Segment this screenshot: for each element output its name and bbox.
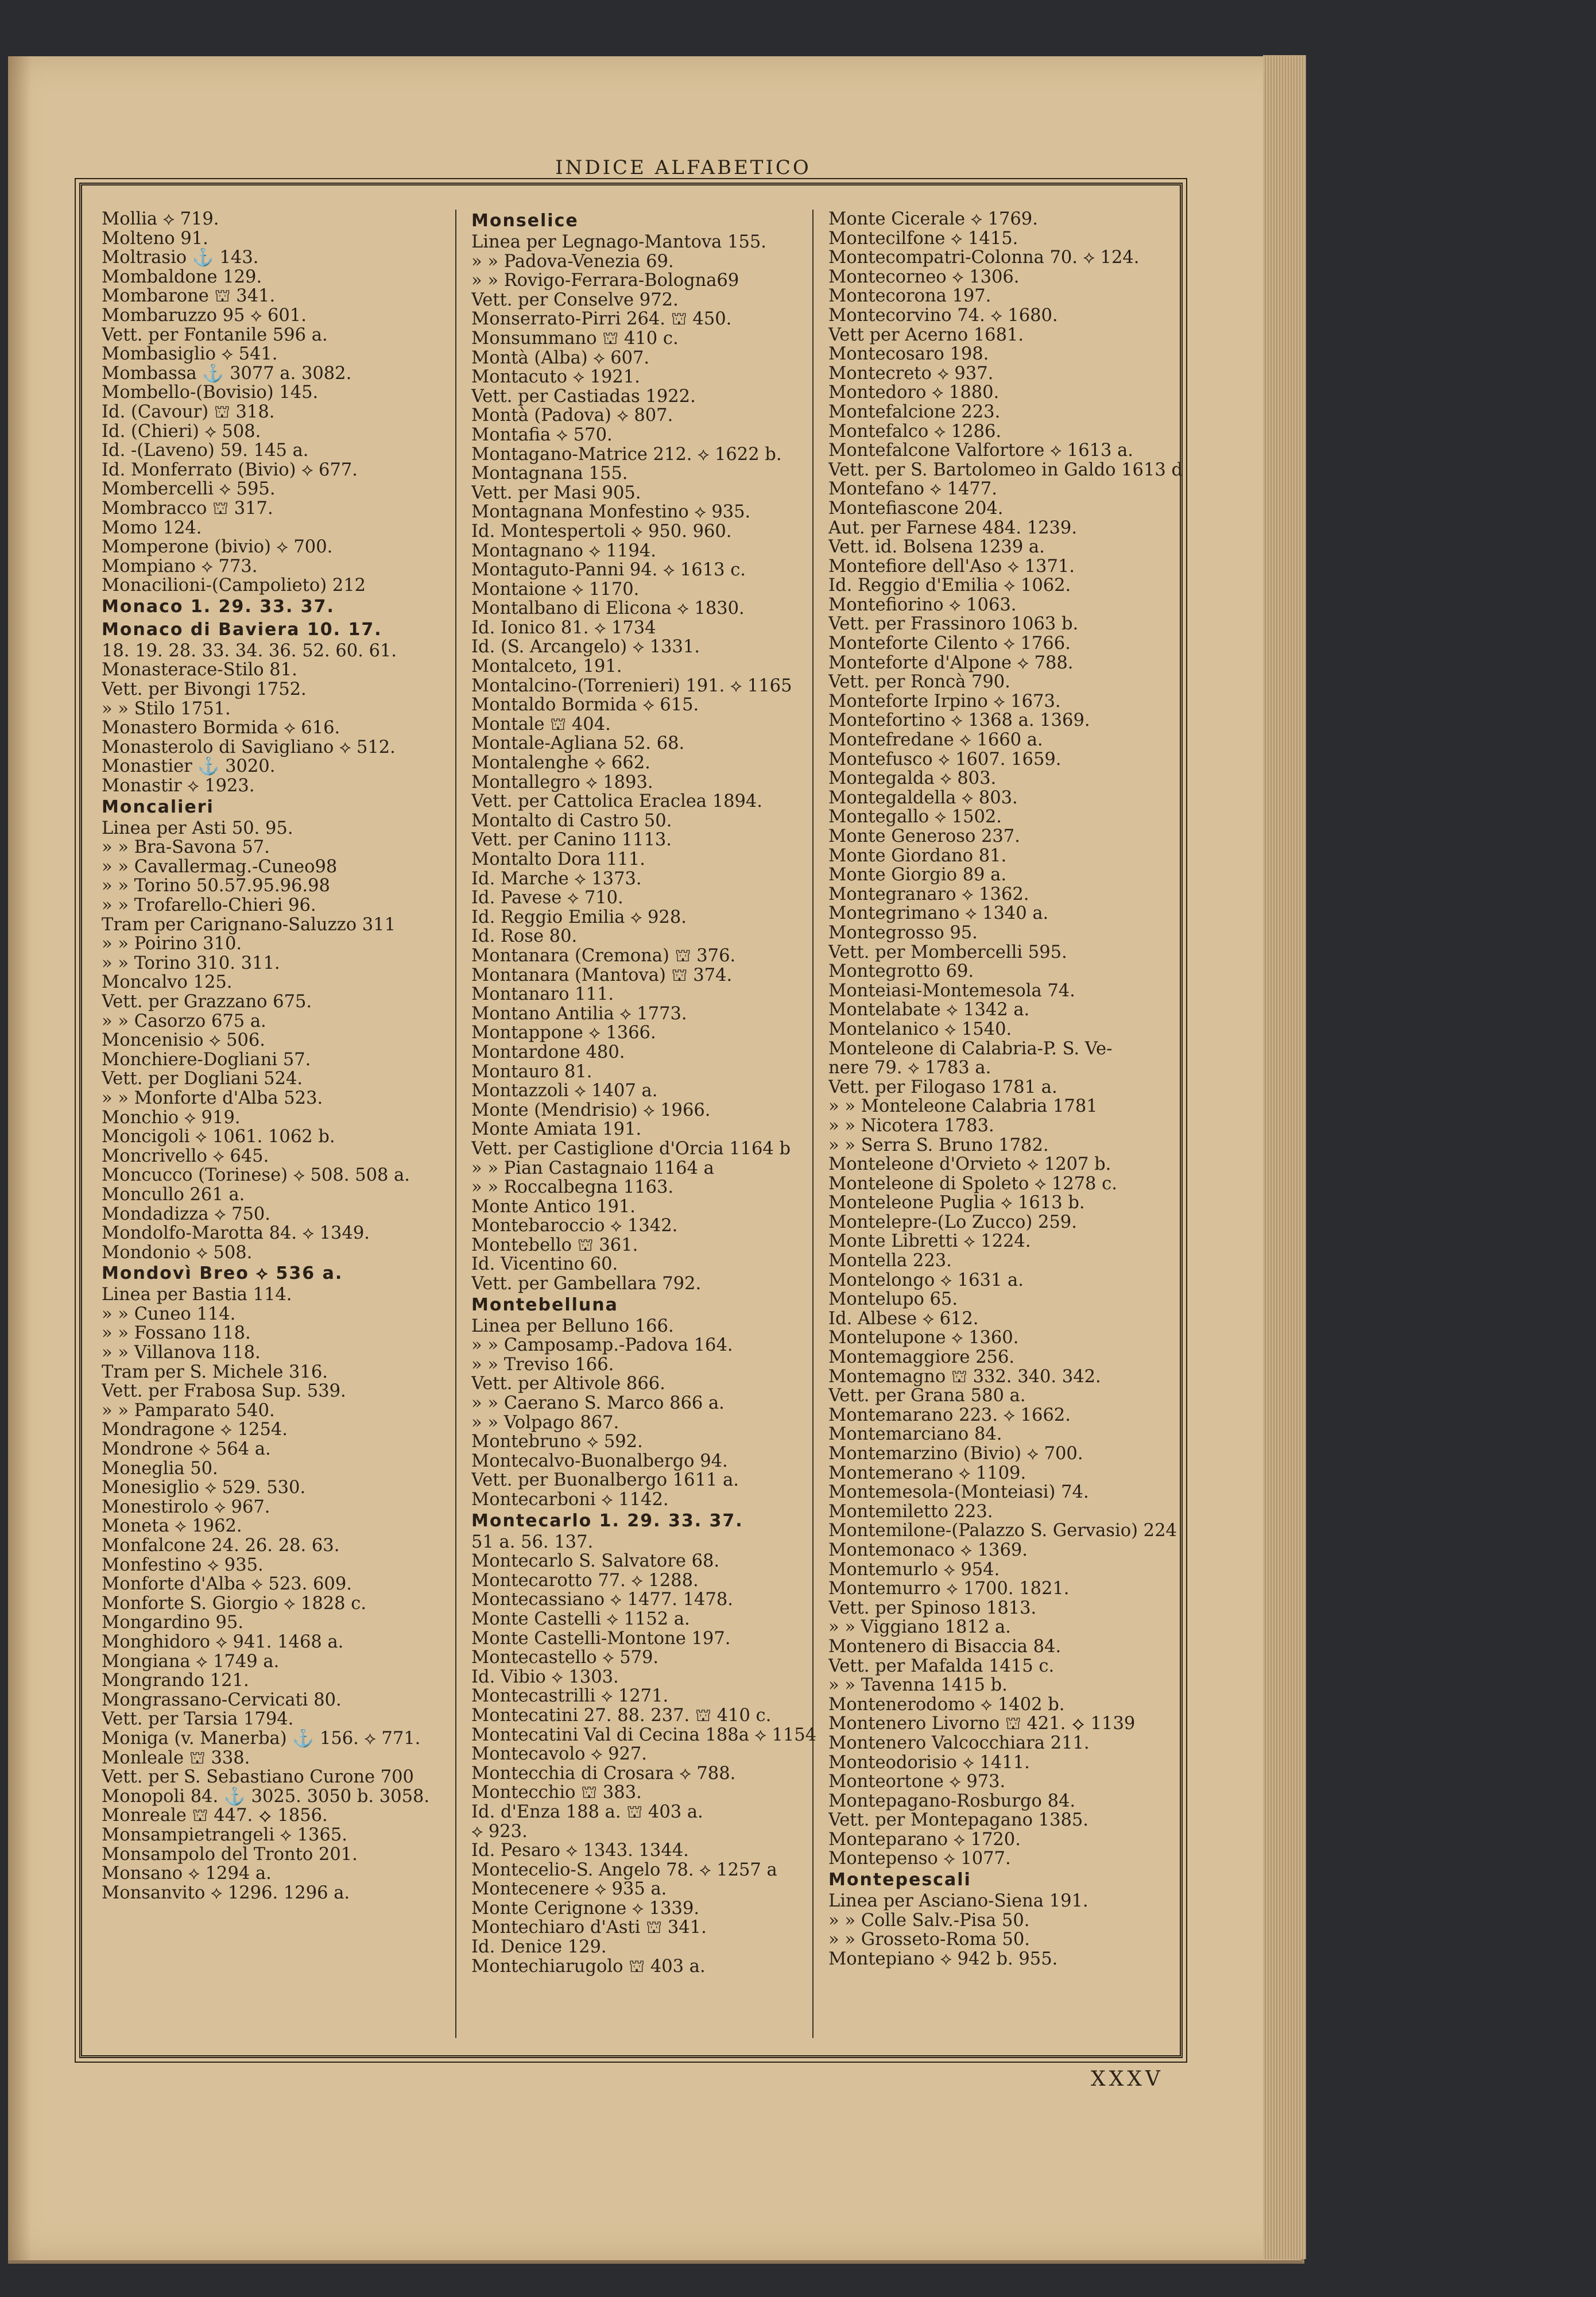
index-entry: Linea per Asti 50. 95. (102, 818, 293, 838)
index-entry: Montegrosso 95. (828, 923, 978, 943)
index-entry: Id. Ionico 81. ⟡ 1734 (471, 618, 656, 638)
index-entry: Monteforte Irpino ⟡ 1673. (828, 691, 1061, 711)
index-entry: » » Stilo 1751. (102, 699, 231, 719)
index-entry: Montefortino ⟡ 1368 a. 1369. (828, 711, 1090, 731)
index-column-1 (102, 210, 475, 2038)
index-entry: Mongrassano-Cervicati 80. (102, 1690, 342, 1710)
index-entry: Monte Cerignone ⟡ 1339. (471, 1898, 700, 1919)
index-entry: Montenero di Bisaccia 84. (828, 1637, 1062, 1657)
index-entry: Monteforte d'Alpone ⟡ 788. (828, 653, 1074, 673)
index-entry: Montella 223. (828, 1251, 952, 1271)
index-entry: Montedoro ⟡ 1880. (828, 383, 1000, 403)
index-entry: Vett. per Fontanile 596 a. (102, 325, 328, 345)
index-entry: Montecenere ⟡ 935 a. (471, 1880, 667, 1899)
index-entry: Mondadizza ⟡ 750. (102, 1204, 271, 1224)
index-entry: Montale ⛫ 404. (471, 714, 611, 734)
index-entry: Id. Denice 129. (471, 1938, 607, 1957)
index-entry: Vett per Acerno 1681. (828, 325, 1024, 345)
index-entry: Montecreto ⟡ 937. (828, 364, 994, 384)
index-entry: Id. Vicentino 60. (471, 1255, 618, 1275)
index-entry: Id. Monferrato (Bivio) ⟡ 677. (102, 460, 358, 480)
index-entry: Montebello ⛫ 361. (471, 1235, 638, 1255)
index-entry: » » Poirino 310. (102, 934, 242, 954)
index-entry: » » Nicotera 1783. (828, 1116, 994, 1136)
index-entry: Monleale ⛫ 338. (102, 1748, 250, 1768)
index-entry: Montemiletto 223. (828, 1502, 993, 1522)
index-entry: Monteforte Cilento ⟡ 1766. (828, 634, 1071, 653)
index-entry: Vett. per Mafalda 1415 c. (828, 1656, 1055, 1676)
index-entry: Monestirolo ⟡ 967. (102, 1497, 270, 1517)
index-entry: » » Rovigo-Ferrara-Bologna69 (471, 271, 739, 291)
index-entry: » » Pamparato 540. (102, 1401, 275, 1421)
index-column-3 (812, 210, 1184, 2038)
index-entry: » » Monteleone Calabria 1781 (828, 1097, 1098, 1116)
index-entry: Monasterolo di Savigliano ⟡ 512. (102, 737, 396, 757)
index-entry: Montecompatri-Colonna 70. ⟡ 124. (828, 248, 1140, 268)
index-entry: Vett. per Grazzano 675. (102, 992, 312, 1012)
index-entry: » » Colle Salv.-Pisa 50. (828, 1911, 1030, 1931)
index-entry: Montecatini Val di Cecina 188a ⟡ 1154 (471, 1725, 817, 1745)
index-entry: Mongiana ⟡ 1749 a. (102, 1652, 280, 1672)
index-entry: » » Pian Castagnaio 1164 a (471, 1158, 714, 1178)
index-entry: Moncigoli ⟡ 1061. 1062 b. (102, 1127, 335, 1147)
index-entry: Linea per Belluno 166. (471, 1316, 674, 1336)
index-entry: Montalto di Castro 50. (471, 811, 672, 831)
index-entry: Vett. per Dogliani 524. (102, 1069, 303, 1089)
page-header: INDICE ALFABETICO (555, 156, 811, 179)
index-entry: Monteparano ⟡ 1720. (828, 1830, 1021, 1850)
index-entry: Id. Reggio Emilia ⟡ 928. (471, 907, 687, 927)
index-entry: Montegallo ⟡ 1502. (828, 807, 1002, 827)
index-entry: Montefano ⟡ 1477. (828, 479, 997, 499)
index-entry: Monteleone di Spoleto ⟡ 1278 c. (828, 1174, 1117, 1194)
index-entry: Montappone ⟡ 1366. (471, 1023, 656, 1043)
index-entry: Monghidoro ⟡ 941. 1468 a. (102, 1632, 344, 1652)
index-entry: Monforte d'Alba ⟡ 523. 609. (102, 1575, 352, 1594)
index-entry: Montegalda ⟡ 803. (828, 769, 997, 788)
index-entry: Montecelio-S. Angelo 78. ⟡ 1257 a (471, 1860, 777, 1880)
index-entry: Montemagno ⛫ 332. 340. 342. (828, 1367, 1101, 1387)
index-entry: Mondonio ⟡ 508. (102, 1243, 253, 1263)
index-entry: 51 a. 56. 137. (471, 1532, 594, 1552)
index-entry: Montecorona 197. (828, 287, 991, 306)
index-entry: Vett. per Masi 905. (471, 483, 641, 503)
index-entry: Montecastrilli ⟡ 1271. (471, 1687, 669, 1706)
index-entry: Vett. per Mombercelli 595. (828, 942, 1067, 962)
index-entry: Montecilfone ⟡ 1415. (828, 229, 1018, 249)
index-entry: Momperone (bivio) ⟡ 700. (102, 537, 333, 557)
index-entry: Montazzoli ⟡ 1407 a. (471, 1081, 658, 1101)
index-entry: » » Trofarello-Chieri 96. (102, 896, 316, 915)
index-entry: Moncenisio ⟡ 506. (102, 1031, 265, 1050)
index-entry: Montefusco ⟡ 1607. 1659. (828, 749, 1062, 769)
index-entry: Moncalvo 125. (102, 973, 233, 992)
index-entry: Vett. per S. Sebastiano Curone 700 (102, 1768, 414, 1787)
index-entry: Montauro 81. (471, 1062, 592, 1082)
index-entry: Montecchia di Crosara ⟡ 788. (471, 1764, 736, 1784)
index-entry: Vett. per Conselve 972. (471, 290, 679, 310)
index-entry: Montefalcone Valfortore ⟡ 1613 a. (828, 441, 1133, 461)
index-entry: Vett. per Cattolica Eraclea 1894. (471, 792, 763, 811)
index-entry: » » Caerano S. Marco 866 a. (471, 1394, 725, 1413)
index-entry: Mondolfo-Marotta 84. ⟡ 1349. (102, 1224, 370, 1243)
index-entry: Monte Antico 191. (471, 1197, 636, 1217)
index-entry: Montenerodomo ⟡ 1402 b. (828, 1695, 1065, 1715)
index-entry: Montemilone-(Palazzo S. Gervasio) 224 (828, 1521, 1177, 1541)
index-entry: Monteleone d'Orvieto ⟡ 1207 b. (828, 1155, 1111, 1174)
index-entry: Montefiore dell'Aso ⟡ 1371. (828, 556, 1075, 577)
index-entry: Montafia ⟡ 570. (471, 425, 613, 445)
index-entry: » » Tavenna 1415 b. (828, 1676, 1008, 1695)
index-entry: Mombercelli ⟡ 595. (102, 479, 276, 499)
index-entry: Moniga (v. Manerba) ⚓ 156. ⟡ 771. (102, 1728, 421, 1749)
index-entry: Monforte S. Giorgio ⟡ 1828 c. (102, 1594, 367, 1614)
index-entry: Montardone 480. (471, 1042, 625, 1062)
index-entry: nere 79. ⟡ 1783 a. (828, 1058, 991, 1078)
index-entry: Montaldo Bormida ⟡ 615. (471, 695, 699, 715)
index-entry: Montecatini 27. 88. 237. ⛫ 410 c. (471, 1706, 772, 1726)
index-entry: » » Fossano 118. (102, 1324, 251, 1344)
index-entry: Vett. per Gambellara 792. (471, 1274, 702, 1294)
index-entry: » » Monforte d'Alba 523. (102, 1088, 323, 1108)
index-entry: Monsano ⟡ 1294 a. (102, 1864, 272, 1884)
index-entry: Montecastello ⟡ 579. (471, 1648, 659, 1668)
index-entry: Montechiaro d'Asti ⛫ 341. (471, 1918, 707, 1938)
index-entry: Moncucco (Torinese) ⟡ 508. 508 a. (102, 1166, 410, 1185)
index-entry: Linea per Asciano-Siena 191. (828, 1892, 1088, 1911)
index-entry: Montacuto ⟡ 1921. (471, 368, 640, 387)
index-entry: Montanara (Mantova) ⛫ 374. (471, 965, 733, 985)
index-entry: Mongardino 95. (102, 1613, 244, 1633)
index-entry: Montalcino-(Torrenieri) 191. ⟡ 1165 (471, 676, 792, 696)
index-entry: Monte Giordano 81. (828, 846, 1007, 866)
index-entry: » » Viggiano 1812 a. (828, 1618, 1011, 1637)
index-entry: Id. Marche ⟡ 1373. (471, 869, 642, 889)
index-entry: Montefredane ⟡ 1660 a. (828, 730, 1043, 750)
index-entry: Mombassa ⚓ 3077 a. 3082. (102, 364, 352, 384)
index-entry: Monte Amiata 191. (471, 1120, 642, 1139)
index-entry: Mombasiglio ⟡ 541. (102, 345, 278, 364)
index-entry: Montebaroccio ⟡ 1342. (471, 1216, 678, 1236)
index-entry: Molteno 91. (102, 229, 208, 249)
index-entry: Monopoli 84. ⚓ 3025. 3050 b. 3058. (102, 1786, 430, 1807)
index-entry: » » Camposamp.-Padova 164. (471, 1336, 733, 1355)
index-entry: » » Treviso 166. (471, 1355, 614, 1375)
index-entry: Monastier ⚓ 3020. (102, 757, 276, 777)
index-entry: Montebruno ⟡ 592. (471, 1432, 643, 1452)
index-entry: Monte (Mendrisio) ⟡ 1966. (471, 1100, 711, 1120)
index-entry: Monacilioni-(Campolieto) 212 (102, 576, 366, 595)
index-entry: » » Torino 310. 311. (102, 953, 280, 973)
index-entry: Montaguto-Panni 94. ⟡ 1613 c. (471, 560, 746, 580)
index-entry: Id. Rose 80. (471, 927, 578, 946)
index-entry: Montano Antilia ⟡ 1773. (471, 1004, 687, 1024)
index-entry: Mombaruzzo 95 ⟡ 601. (102, 306, 307, 326)
index-entry: Monsampietrangeli ⟡ 1365. (102, 1825, 347, 1845)
index-entry: Vett. per Altivole 866. (471, 1374, 665, 1394)
index-heading: Mondovì Breo ⟡ 536 a. (102, 1263, 343, 1284)
index-entry: » » Torino 50.57.95.96.98 (102, 876, 330, 896)
index-entry: Monfestino ⟡ 935. (102, 1555, 264, 1575)
index-entry: Montalceto, 191. (471, 657, 622, 676)
index-entry: Montefiascone 204. (828, 498, 1004, 519)
index-entry: Montemarzino (Bivio) ⟡ 700. (828, 1444, 1083, 1464)
index-entry: Vett. per Montepagano 1385. (828, 1811, 1089, 1830)
index-entry: Montegaldella ⟡ 803. (828, 788, 1018, 808)
index-entry: Id. -(Laveno) 59. 145 a. (102, 441, 309, 461)
index-entry: » » Serra S. Bruno 1782. (828, 1135, 1049, 1155)
index-entry: Montemaggiore 256. (828, 1348, 1015, 1367)
index-entry: Monsummano ⛫ 410 c. (471, 328, 679, 349)
index-entry: Montagnana 155. (471, 464, 628, 484)
page-number: XXXV (1091, 2067, 1164, 2091)
index-entry: » » Cavallermag.-Cuneo98 (102, 857, 338, 877)
index-entry: Montechiarugolo ⛫ 403 a. (471, 1956, 706, 1977)
index-entry: Vett. per Frassinoro 1063 b. (828, 614, 1079, 635)
index-entry: Monchiere-Dogliani 57. (102, 1050, 311, 1070)
index-entry: Montepenso ⟡ 1077. (828, 1849, 1011, 1869)
page-edge (1263, 55, 1306, 2259)
index-entry: Montemerano ⟡ 1109. (828, 1463, 1026, 1483)
index-entry: Vett. per Grana 580 a. (828, 1386, 1026, 1406)
index-entry: Montelepre-(Lo Zucco) 259. (828, 1212, 1077, 1232)
index-entry: Montegrotto 69. (828, 962, 974, 981)
index-entry: Moneglia 50. (102, 1459, 218, 1479)
index-entry: Monsanvito ⟡ 1296. 1296 a. (102, 1883, 350, 1903)
index-entry: Id. Vibio ⟡ 1303. (471, 1667, 619, 1687)
index-entry: » » Cuneo 114. (102, 1304, 236, 1324)
index-entry: Montelupo 65. (828, 1290, 958, 1309)
index-entry: Montemurro ⟡ 1700. 1821. (828, 1579, 1070, 1599)
index-entry: Id. d'Enza 188 a. ⛫ 403 a. (471, 1802, 703, 1822)
index-entry: Montepiano ⟡ 942 b. 955. (828, 1949, 1058, 1969)
index-entry: Montecarlo S. Salvatore 68. (471, 1552, 720, 1571)
index-entry: Montefalcione 223. (828, 402, 1001, 422)
index-entry: Vett. id. Bolsena 1239 a. (828, 537, 1045, 557)
index-entry: Monserrato-Pirri 264. ⛫ 450. (471, 310, 732, 329)
index-entry: Moncullo 261 a. (102, 1185, 245, 1205)
index-entry: Montefiorino ⟡ 1063. (828, 595, 1017, 615)
index-entry: Mongrando 121. (102, 1671, 249, 1691)
index-entry: Monte Libretti ⟡ 1224. (828, 1232, 1031, 1252)
index-entry: Montagnana Monfestino ⟡ 935. (471, 502, 751, 522)
index-entry: Montecosaro 198. (828, 345, 989, 364)
index-entry: Monte Castelli ⟡ 1152 a. (471, 1609, 690, 1629)
index-heading: Monaco 1. 29. 33. 37. (102, 596, 335, 617)
index-entry: Montecarotto 77. ⟡ 1288. (471, 1571, 699, 1591)
index-entry: » » Padova-Venezia 69. (471, 252, 674, 272)
index-entry: Montegranaro ⟡ 1362. (828, 884, 1029, 904)
index-entry: Vett. per Castiglione d'Orcia 1164 b (471, 1139, 791, 1159)
index-entry: Montecavolo ⟡ 927. (471, 1745, 647, 1764)
index-entry: Montemonaco ⟡ 1369. (828, 1540, 1028, 1560)
index-entry: Montemesola-(Monteiasi) 74. (828, 1483, 1089, 1502)
index-entry: 18. 19. 28. 33. 34. 36. 52. 60. 61. (102, 641, 397, 661)
index-entry: Mompiano ⟡ 773. (102, 556, 258, 577)
index-entry: Vett. per Buonalbergo 1611 a. (471, 1471, 739, 1490)
index-heading: Montecarlo 1. 29. 33. 37. (471, 1510, 743, 1531)
index-entry: Vett. per Canino 1113. (471, 830, 672, 850)
index-entry: Monteiasi-Montemesola 74. (828, 981, 1075, 1001)
index-entry: Id. (S. Arcangelo) ⟡ 1331. (471, 637, 700, 658)
index-heading: Moncalieri (102, 796, 214, 817)
index-entry: Id. Pavese ⟡ 710. (471, 888, 623, 908)
index-frame (79, 183, 1183, 2058)
index-entry: Aut. per Farnese 484. 1239. (828, 518, 1078, 538)
index-entry: Moneta ⟡ 1962. (102, 1517, 242, 1536)
index-entry: Montalto Dora 111. (471, 850, 645, 869)
index-entry: Monte Castelli-Montone 197. (471, 1629, 731, 1649)
index-entry: Montaione ⟡ 1170. (471, 579, 640, 600)
index-entry: Mollia ⟡ 719. (102, 210, 219, 229)
index-heading: Monaco di Baviera 10. 17. (102, 619, 382, 640)
index-entry: Monteortone ⟡ 973. (828, 1772, 1006, 1792)
index-entry: Montecalvo-Buonalbergo 94. (471, 1451, 728, 1471)
index-entry: Monastir ⟡ 1923. (102, 776, 255, 796)
index-heading: Montepescali (828, 1870, 971, 1890)
index-entry: Montecassiano ⟡ 1477. 1478. (471, 1590, 733, 1610)
index-entry: Momo 124. (102, 518, 202, 538)
index-entry: Monteleone di Calabria-P. S. Ve- (828, 1039, 1113, 1059)
index-entry: Mondragone ⟡ 1254. (102, 1420, 288, 1440)
index-entry: Vett. per Roncà 790. (828, 672, 1010, 692)
index-entry: Montecarboni ⟡ 1142. (471, 1490, 669, 1510)
index-entry: Montenero Livorno ⛫ 421. ⟡ 1139 (828, 1714, 1136, 1734)
index-entry: Vett. per Frabosa Sup. 539. (102, 1382, 346, 1401)
index-entry: » » Volpago 867. (471, 1413, 619, 1433)
index-entry: Montalbano di Elicona ⟡ 1830. (471, 599, 745, 618)
index-entry: Montelanico ⟡ 1540. (828, 1019, 1012, 1039)
index-entry: Vett. per Bivongi 1752. (102, 680, 307, 699)
index-entry: Monasterace-Stilo 81. (102, 660, 297, 680)
index-entry: Montecorvino 74. ⟡ 1680. (828, 306, 1058, 326)
index-entry: Vett. per S. Bartolomeo in Galdo 1613 d (828, 460, 1183, 480)
index-entry: Monesiglio ⟡ 529. 530. (102, 1478, 306, 1498)
index-entry: ⟡ 923. (471, 1822, 528, 1842)
index-entry: Monsampolo del Tronto 201. (102, 1844, 358, 1865)
index-entry: Montecchio ⛫ 383. (471, 1783, 642, 1803)
index-entry: » » Bra-Savona 57. (102, 838, 270, 857)
index-entry: Montecorneo ⟡ 1306. (828, 267, 1020, 287)
index-entry: Monteleone Puglia ⟡ 1613 b. (828, 1193, 1085, 1213)
index-entry: Mombello-(Bovisio) 145. (102, 383, 319, 403)
index-entry: Id. Albese ⟡ 612. (828, 1309, 979, 1329)
index-entry: Montanaro 111. (471, 985, 614, 1004)
index-entry: Id. (Cavour) ⛫ 318. (102, 402, 275, 422)
index-entry: » » Casorzo 675 a. (102, 1011, 266, 1031)
index-entry: Montallegro ⟡ 1893. (471, 772, 653, 792)
index-entry: Monteodorisio ⟡ 1411. (828, 1753, 1030, 1773)
index-entry: Montepagano-Rosburgo 84. (828, 1791, 1076, 1811)
index-entry: Montemarciano 84. (828, 1425, 1002, 1444)
index-entry: Monfalcone 24. 26. 28. 63. (102, 1536, 340, 1556)
index-entry: Vett. per Castiadas 1922. (471, 386, 696, 407)
index-entry: Monte Giorgio 89 a. (828, 865, 1007, 885)
index-entry: Montemarano 223. ⟡ 1662. (828, 1405, 1071, 1425)
index-entry: Id. Reggio d'Emilia ⟡ 1062. (828, 576, 1071, 595)
index-entry: Monastero Bormida ⟡ 616. (102, 718, 340, 738)
index-entry: Montà (Padova) ⟡ 807. (471, 406, 673, 426)
index-entry: Montenero Valcocchiara 211. (828, 1733, 1090, 1753)
index-entry: Linea per Bastia 114. (102, 1285, 292, 1305)
index-entry: Montà (Alba) ⟡ 607. (471, 348, 650, 368)
index-entry: Monte Generoso 237. (828, 827, 1020, 846)
index-entry: Monchio ⟡ 919. (102, 1108, 241, 1128)
index-entry: Montelongo ⟡ 1631 a. (828, 1270, 1024, 1290)
index-entry: Vett. per Tarsia 1794. (102, 1710, 294, 1729)
index-entry: Montale-Agliana 52. 68. (471, 734, 685, 754)
index-entry: Vett. per Spinoso 1813. (828, 1598, 1037, 1618)
index-entry: Linea per Legnago-Mantova 155. (471, 233, 766, 252)
index-entry: Montefalco ⟡ 1286. (828, 421, 1002, 442)
index-entry: Mombracco ⛫ 317. (102, 498, 273, 519)
index-entry: » » Grosseto-Roma 50. (828, 1930, 1030, 1950)
index-entry: » » Roccalbegna 1163. (471, 1178, 674, 1197)
index-entry: Tram per Carignano-Saluzzo 311 (102, 915, 396, 935)
index-entry: Montelabate ⟡ 1342 a. (828, 1000, 1030, 1020)
index-entry: Id. (Chieri) ⟡ 508. (102, 421, 261, 442)
index-entry: Montelupone ⟡ 1360. (828, 1328, 1019, 1348)
index-entry: Mondrone ⟡ 564 a. (102, 1440, 271, 1459)
index-entry: Montagnano ⟡ 1194. (471, 541, 656, 561)
index-entry: Id. Montespertoli ⟡ 950. 960. (471, 521, 732, 542)
index-entry: » » Villanova 118. (102, 1343, 261, 1363)
index-entry: Id. Pesaro ⟡ 1343. 1344. (471, 1841, 689, 1861)
index-entry: Montanara (Cremona) ⛫ 376. (471, 946, 736, 966)
index-entry: Mombaldone 129. (102, 267, 262, 287)
index-entry: Montalenghe ⟡ 662. (471, 753, 650, 773)
index-entry: Monreale ⛫ 447. ⟡ 1856. (102, 1806, 328, 1826)
index-entry: Montemurlo ⟡ 954. (828, 1560, 1000, 1580)
index-entry: Moncrivello ⟡ 645. (102, 1146, 269, 1166)
index-entry: Monte Cicerale ⟡ 1769. (828, 210, 1038, 229)
index-entry: Montagano-Matrice 212. ⟡ 1622 b. (471, 444, 782, 465)
index-entry: Vett. per Filogaso 1781 a. (828, 1077, 1057, 1097)
index-entry: Mombarone ⛫ 341. (102, 287, 276, 306)
index-entry: Montegrimano ⟡ 1340 a. (828, 904, 1049, 923)
index-heading: Montebelluna (471, 1294, 618, 1315)
index-entry: Moltrasio ⚓ 143. (102, 248, 259, 268)
index-heading: Monselice (471, 211, 579, 231)
index-column-2 (455, 210, 839, 2038)
index-entry: Tram per S. Michele 316. (102, 1362, 328, 1382)
